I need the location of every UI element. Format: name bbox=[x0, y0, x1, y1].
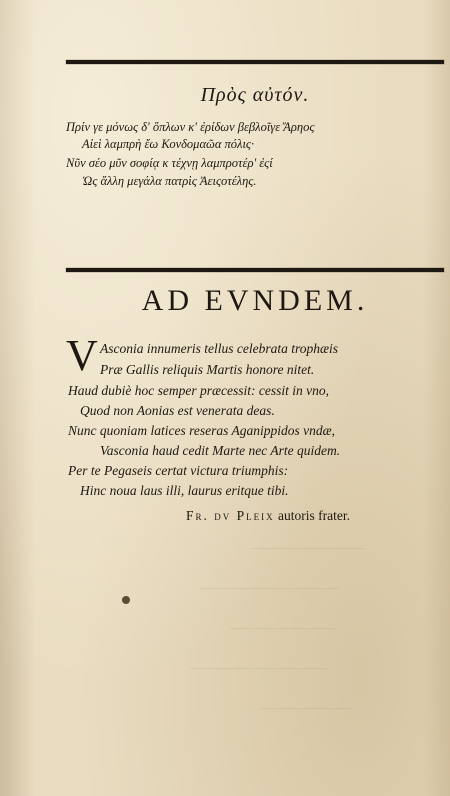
verse-line-1: Asconia innumeris tellus celebrata trophæis bbox=[100, 341, 338, 356]
latin-poem-heading: AD EVNDEM. bbox=[141, 284, 369, 317]
drop-cap: V bbox=[66, 331, 98, 380]
verse-line-8: Hinc noua laus illi, laurus eritque tibi. bbox=[80, 483, 289, 498]
greek-line-4: Ὡς ἄλλη μεγάλα πατρὶς Ἀειςοτέλης. bbox=[82, 174, 257, 188]
verse-line-6: Vasconia haud cedit Marte nec Arte quidem. bbox=[100, 443, 341, 458]
verse-line-4: Quod non Aonias est venerata deas. bbox=[80, 403, 275, 418]
greek-line-3: Νῦν σέο μῦν σοφίᾳ κ τέχνῃ λαμπροτέρ' ἐςί bbox=[66, 156, 273, 170]
greek-poem-title: Πρὸς αὐτόν. bbox=[200, 84, 310, 106]
signature bbox=[186, 508, 350, 524]
signature-role: autoris frater. bbox=[278, 508, 350, 523]
bleed-through-text: —————————— ———————————— ————————— ———————————— ———————— bbox=[190, 540, 366, 715]
greek-line-1: Πρίν γε μόνως δ' ὅπλων κ' ἐρίδων βεβλοῖγε Ἄρηος bbox=[66, 120, 315, 134]
verse-line-5: Nunc quoniam latices reseras Aganippidos vndæ, bbox=[68, 423, 335, 438]
verse-line-3: Haud dubiè hoc semper præcessit: cessit in vno, bbox=[68, 383, 329, 398]
verse-line-2: Præ Gallis reliquis Martis honore nitet. bbox=[100, 362, 315, 377]
signature-name: Fr. dv Pleix bbox=[186, 508, 275, 523]
greek-line-2: Αἰεὶ λαμπρὴ ἔω Κονδομαῶα πόλις· bbox=[82, 137, 255, 151]
ink-stain bbox=[122, 596, 130, 604]
verse-line-7: Per te Pegaseis certat victura triumphis: bbox=[68, 463, 289, 478]
